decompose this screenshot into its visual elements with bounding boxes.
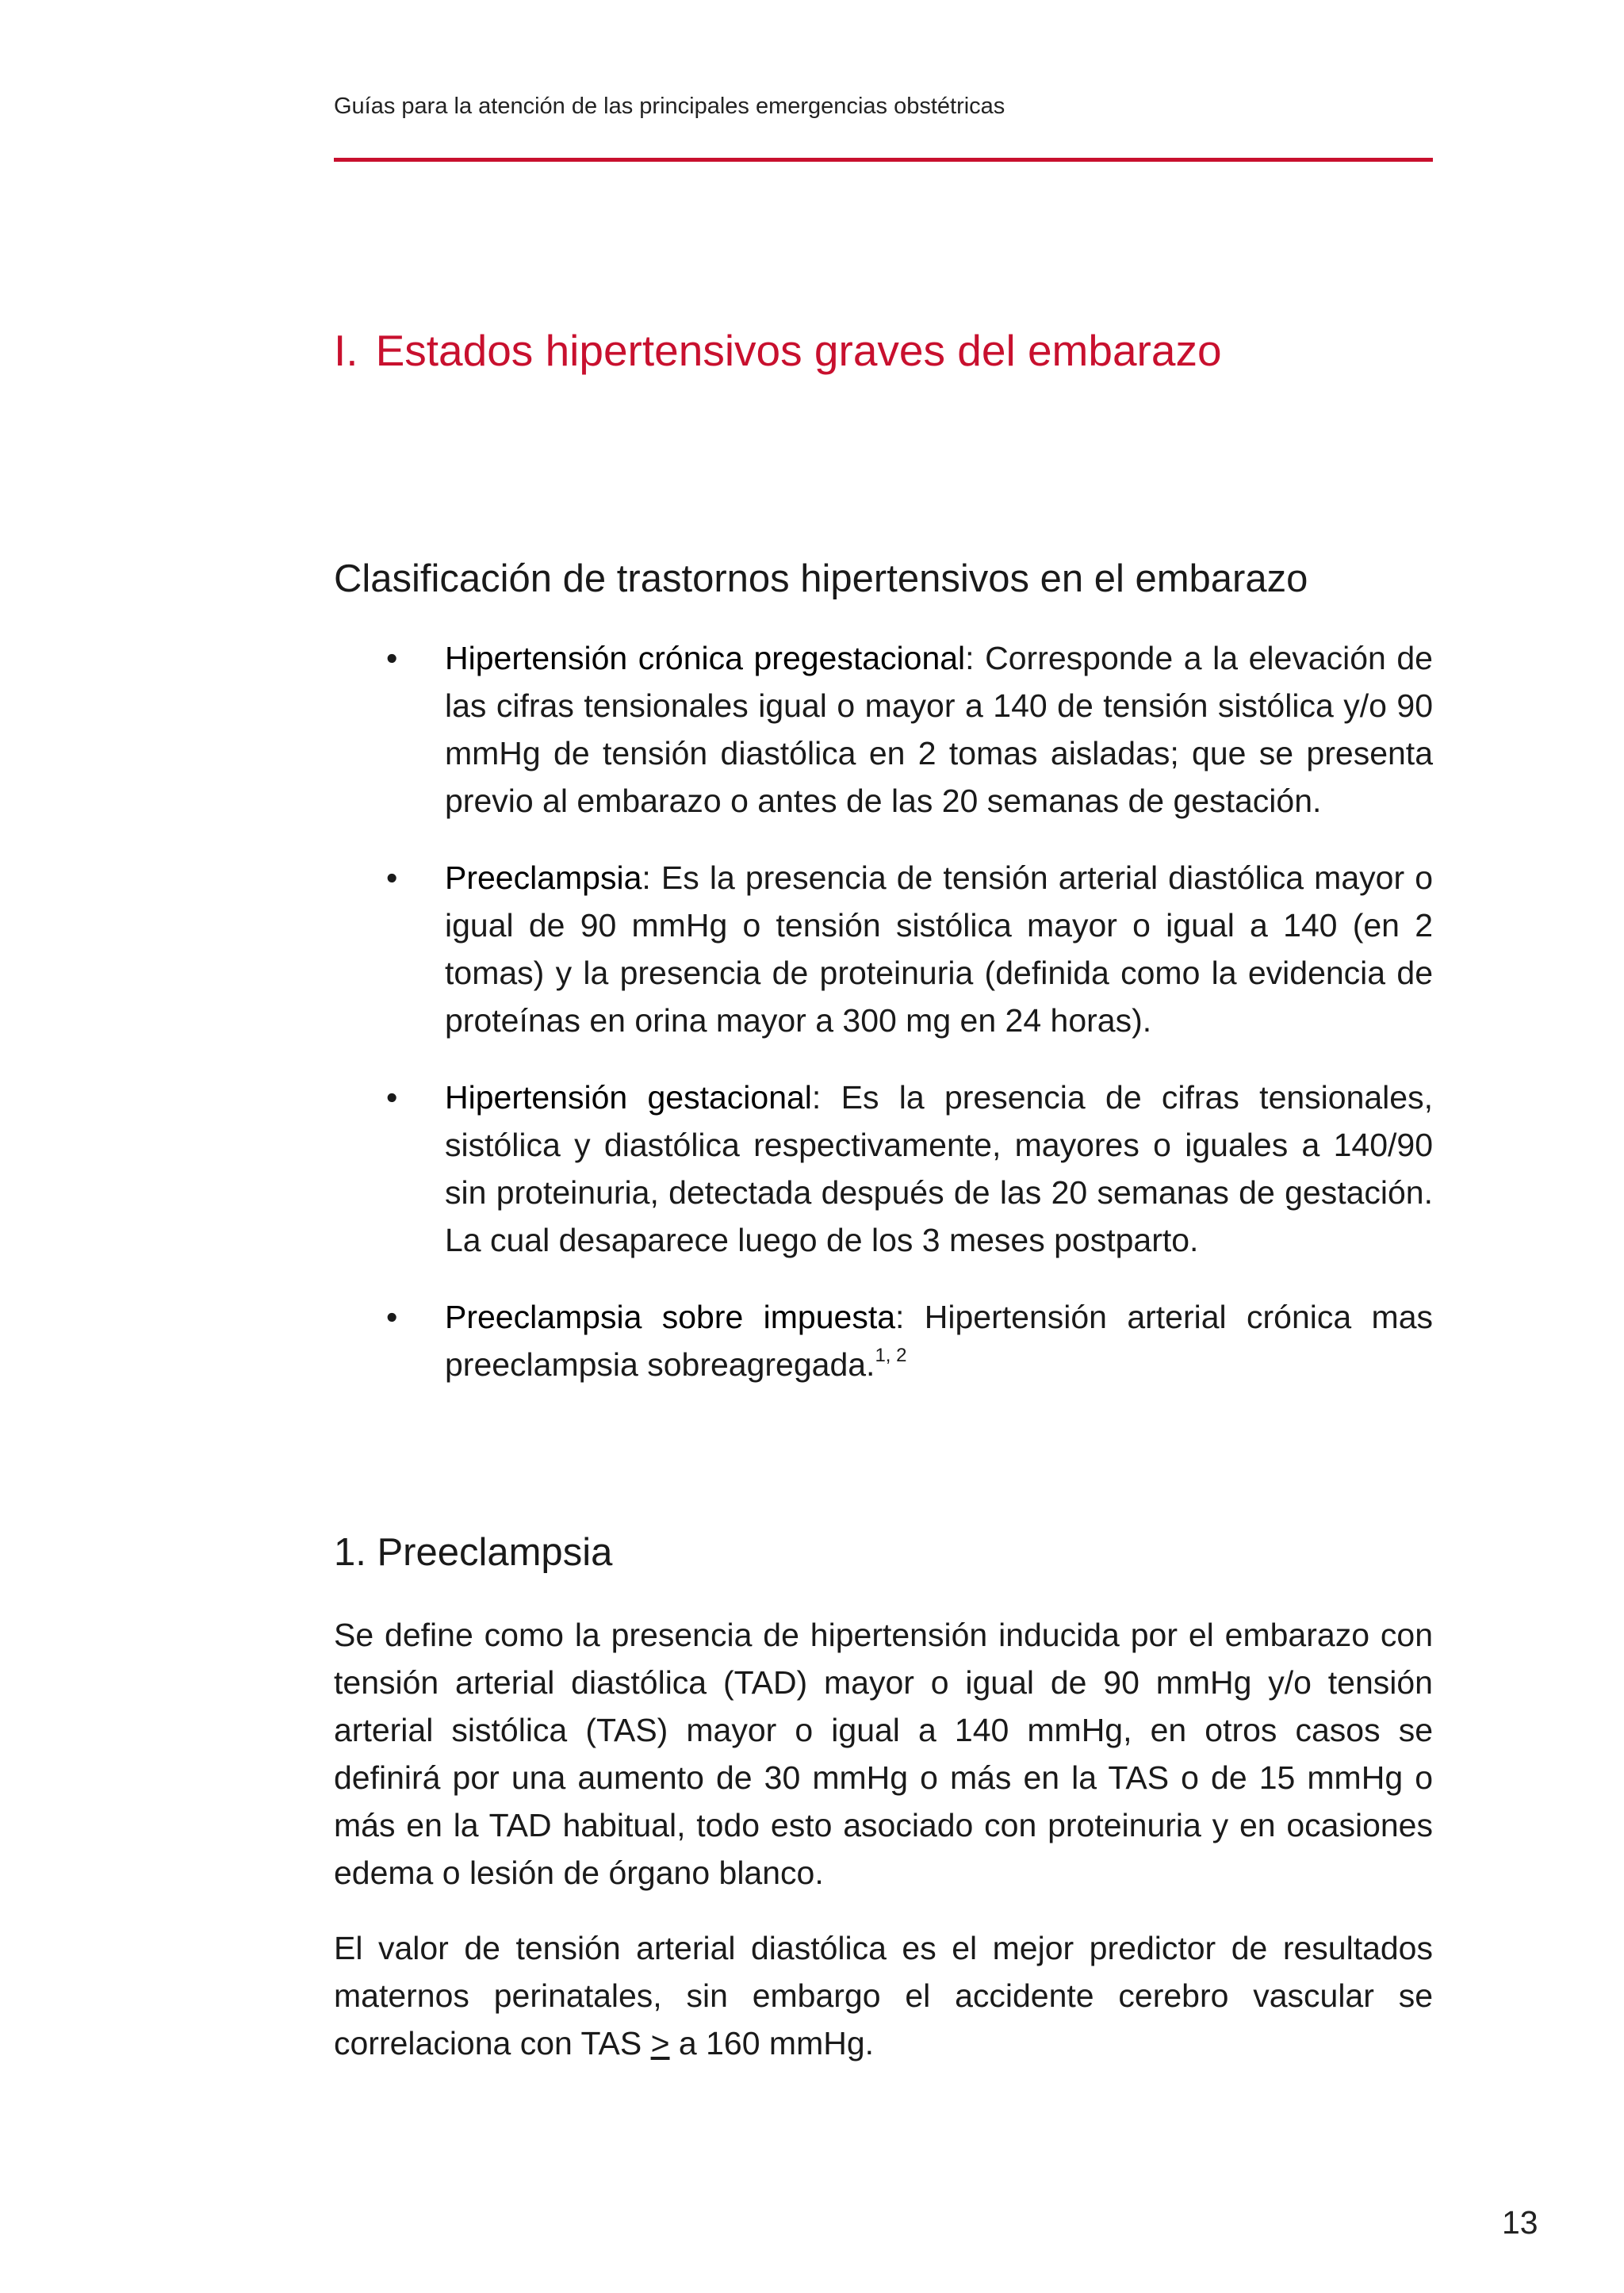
classification-heading: Clasificación de trastornos hipertensivos en el embarazo [334, 557, 1308, 600]
classification-list [334, 634, 1433, 1418]
list-item-text: : Es la presencia de cifras tensionales, sistólica y diastólica respectivamente, mayores o iguales a 140/90 sin proteinuria, detectada después de las 20 semanas de gestación. La cual desaparece luego de los 3 meses postparto. [445, 1079, 1433, 1258]
preeclampsia-heading: 1. Preeclampsia [334, 1531, 613, 1574]
chapter-number: I. [334, 326, 358, 375]
list-item-text: : Corresponde a la elevación de las cifras tensionales igual o mayor a 140 de tensión sistólica y/o 90 mmHg de tensión diastólica en 2 tomas aisladas; que se presenta previo al embarazo o antes de las 20 semanas de gestación. [445, 640, 1433, 819]
list-item [334, 1074, 1433, 1264]
list-item-text: : Hipertensión arterial crónica mas preeclampsia sobreagregada. [445, 1299, 1433, 1383]
predictor-paragraph-text: El valor de tensión arterial diastólica es el mejor predictor de resultados maternos perinatales, sin embargo el accidente cerebro vascular se correlaciona con TAS [334, 1930, 1433, 2061]
list-item [334, 634, 1433, 825]
page-number: 13 [1502, 2204, 1538, 2241]
list-item-term: Preeclampsia [445, 859, 642, 896]
predictor-paragraph-end: a 160 mmHg. [669, 2025, 875, 2061]
bullet-icon: • [386, 1079, 398, 1116]
chapter-title-text: Estados hipertensivos graves del embarazo [375, 326, 1222, 375]
preeclampsia-definition-paragraph: Se define como la presencia de hipertensión inducida por el embarazo con tensión arterial diastólica (TAD) mayor o igual de 90 mmHg y/o tensión arterial sistólica (TAS) mayor o igual a 140 mmHg, en otros casos se definirá por una aumento de 30 mmHg o más en la TAS o de 15 mmHg o más en la TAD habitual, todo esto asociado con proteinuria y en ocasiones edema o lesión de órgano blanco. [334, 1617, 1433, 1891]
list-item-term: Hipertensión crónica pregestacional [445, 640, 966, 676]
bullet-icon: • [386, 859, 398, 896]
chapter-title [334, 325, 1222, 376]
list-item-term: Hipertensión gestacional [445, 1079, 812, 1116]
bullet-icon: • [386, 1299, 398, 1335]
bullet-icon: • [386, 640, 398, 676]
list-item-term: Preeclampsia sobre impuesta [445, 1299, 896, 1335]
header-divider [334, 158, 1433, 162]
list-item-text: : Es la presencia de tensión arterial diastólica mayor o igual de 90 mmHg o tensión sistólica mayor o igual a 140 (en 2 tomas) y la presencia de proteinuria (definida como la evidencia de proteínas en orina mayor a 300 mg en 24 horas). [445, 859, 1433, 1039]
predictor-paragraph [334, 1924, 1433, 2067]
citation-superscript: 1, 2 [875, 1345, 907, 1366]
running-header-title: Guías para la atención de las principales emergencias obstétricas [334, 94, 1005, 119]
list-item [334, 854, 1433, 1044]
list-item [334, 1293, 1433, 1388]
greater-equal-symbol: > [650, 2025, 670, 2061]
